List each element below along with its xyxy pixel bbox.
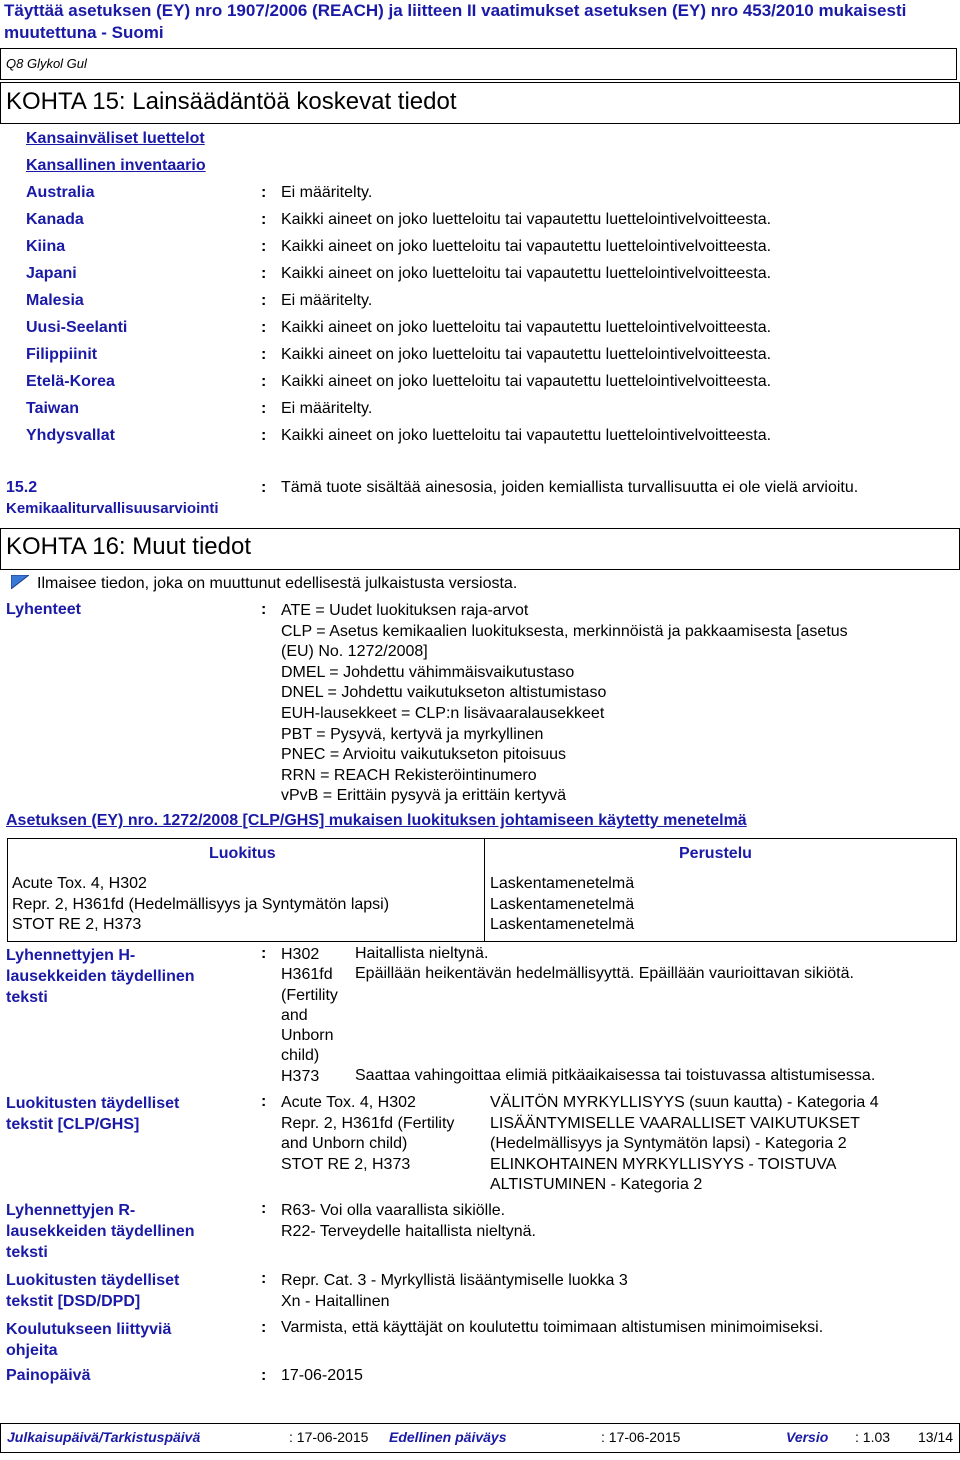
print-date-value: 17-06-2015 (281, 1367, 363, 1384)
h-code: H373 (281, 1067, 320, 1085)
label-line: lausekkeiden täydellinen (6, 968, 195, 985)
training-label (6, 1319, 171, 1361)
h-code: child) (281, 1047, 320, 1065)
clp-line: Repr. 2, H361fd (Fertility (281, 1114, 455, 1132)
dsd-line: Xn - Haitallinen (281, 1293, 390, 1310)
h-code: H302 (281, 946, 320, 963)
label-line: Lyhennettyjen H- (6, 947, 136, 964)
h361-text: Epäillään heikentävän hedelmällisyyttä. Epäillään vaurioittavan sikiötä. (355, 965, 854, 982)
r-phrases-colon: : (261, 1200, 267, 1217)
label-line: ohjeita (6, 1342, 58, 1359)
print-date-colon: : (261, 1367, 267, 1384)
inventory-colon: : (261, 184, 267, 201)
abbrev-line: DNEL = Johdettu vaikutukseton altistumistaso (281, 684, 607, 702)
table-divider (484, 839, 485, 941)
label-line: tekstit [DSD/DPD] (6, 1293, 141, 1310)
change-note: Ilmaisee tiedon, joka on muuttunut edellisestä julkaistusta versiosta. (37, 575, 518, 592)
abbrev-line: PNEC = Arvioitu vaikutukseton pitoisuus (281, 746, 567, 764)
clp-line: ELINKOHTAINEN MYRKYLLISYYS - TOISTUVA (490, 1155, 837, 1173)
dsd-label (6, 1270, 179, 1312)
h-statements-colon: : (261, 945, 267, 962)
label-line: Lyhennettyjen R- (6, 1202, 136, 1219)
abbreviations-list (281, 601, 848, 807)
abbreviations-colon: : (261, 601, 267, 618)
h-code: (Fertility (281, 986, 338, 1004)
inventory-country-label: Taiwan (26, 400, 80, 417)
table-cell: STOT RE 2, H373 (12, 916, 142, 933)
clp-line: Acute Tox. 4, H302 (281, 1094, 416, 1111)
abbrev-line: CLP = Asetus kemikaalien luokituksesta, merkinnöistä ja pakkaamisesta [asetus (281, 622, 848, 640)
clp-line: and Unborn child) (281, 1135, 408, 1152)
inventory-colon: : (261, 319, 267, 336)
clp-line: STOT RE 2, H373 (281, 1155, 411, 1173)
h302-text: Haitallista nieltynä. (355, 945, 489, 962)
inventory-colon: : (261, 238, 267, 255)
footer-version-value: : 1.03 (855, 1429, 891, 1445)
csa-label: Kemikaaliturvallisuusarviointi (6, 500, 219, 517)
product-name: Q8 Glykol Gul (6, 56, 87, 71)
inventory-colon: : (261, 211, 267, 228)
abbrev-line: (EU) No. 1272/2008] (281, 643, 428, 661)
r-phrases-text (281, 1200, 536, 1242)
table-basis-column (490, 874, 634, 936)
change-flag-icon (11, 575, 29, 589)
dsd-text (281, 1270, 628, 1312)
inventory-colon: : (261, 427, 267, 444)
table-classification-column (12, 874, 389, 936)
inventory-status-value: Kaikki aineet on joko luetteloitu tai vapautettu luettelointivelvoitteesta. (281, 346, 772, 363)
table-cell: Laskentamenetelmä (490, 875, 635, 892)
csa-value: Tämä tuote sisältää ainesosia, joiden kemiallista turvallisuutta ei ole vielä arvioitu. (281, 479, 859, 496)
h-code: H361fd (281, 966, 333, 984)
inventory-colon: : (261, 265, 267, 282)
inventory-status-value: Kaikki aineet on joko luetteloitu tai vapautettu luettelointivelvoitteesta. (281, 427, 772, 444)
h-statements-label (6, 945, 195, 1008)
table-cell: Repr. 2, H361fd (Hedelmällisyys ja Syntymätön lapsi) (12, 895, 390, 913)
inventory-status-value: Kaikki aineet on joko luetteloitu tai vapautettu luettelointivelvoitteesta. (281, 211, 772, 228)
clp-classifications (281, 1093, 454, 1175)
clp-descriptions (490, 1093, 879, 1196)
h-codes (281, 945, 338, 1087)
inventory-status-value: Ei määritelty. (281, 184, 373, 201)
classification-method-link[interactable]: Asetuksen (EY) nro. 1272/2008 [CLP/GHS] mukaisen luokituksen johtamiseen käytetty menetelmä (6, 812, 747, 829)
inventory-country-label: Yhdysvallat (26, 427, 115, 444)
clp-texts-label (6, 1093, 179, 1135)
clp-line: VÄLITÖN MYRKYLLISYYS (suun kautta) - Kategoria 4 (490, 1094, 879, 1111)
label-line: Luokitusten täydelliset (6, 1272, 180, 1289)
clp-texts-colon: : (261, 1093, 267, 1110)
inventory-status-value: Ei määritelty. (281, 400, 373, 417)
h-code: and (281, 1006, 308, 1024)
inventory-country-label: Kiina (26, 238, 66, 255)
table-header-basis: Perustelu (679, 845, 752, 862)
footer-page-number: 13/14 (918, 1429, 954, 1445)
label-line: teksti (6, 1244, 48, 1261)
inventory-colon: : (261, 400, 267, 417)
footer-previous-label: Edellinen päiväys (389, 1429, 507, 1445)
dsd-colon: : (261, 1270, 267, 1287)
table-cell: Acute Tox. 4, H302 (12, 875, 147, 892)
abbreviations-label: Lyhenteet (6, 601, 81, 618)
print-date-label: Painopäivä (6, 1367, 91, 1384)
section-15-title: KOHTA 15: Lainsäädäntöä koskevat tiedot (6, 88, 457, 115)
document-title (4, 0, 959, 44)
table-cell: Laskentamenetelmä (490, 916, 635, 933)
inventory-country-label: Kanada (26, 211, 84, 228)
inventory-status-value: Kaikki aineet on joko luetteloitu tai vapautettu luettelointivelvoitteesta. (281, 319, 772, 336)
abbrev-line: RRN = REACH Rekisteröintinumero (281, 766, 537, 784)
footer-issue-value: : 17-06-2015 (289, 1429, 369, 1445)
inventory-status-value: Ei määritelty. (281, 292, 373, 309)
label-line: tekstit [CLP/GHS] (6, 1116, 140, 1133)
classification-table (7, 838, 957, 942)
abbrev-line: vPvB = Erittäin pysyvä ja erittäin kertyvä (281, 787, 566, 805)
inventory-status-value: Kaikki aineet on joko luetteloitu tai vapautettu luettelointivelvoitteesta. (281, 238, 772, 255)
h373-text: Saattaa vahingoittaa elimiä pitkäaikaisessa tai toistuvassa altistumisessa. (355, 1067, 876, 1084)
inventory-colon: : (261, 373, 267, 390)
inventory-colon: : (261, 346, 267, 363)
h-code: Unborn (281, 1027, 334, 1045)
inventory-country-label: Australia (26, 184, 95, 201)
r-phrase: R22- Terveydelle haitallista nieltynä. (281, 1223, 536, 1240)
csa-colon: : (261, 479, 267, 496)
inventory-country-label: Malesia (26, 292, 84, 309)
section-16-title: KOHTA 16: Muut tiedot (6, 533, 252, 560)
table-header-classification: Luokitus (209, 845, 276, 862)
training-colon: : (261, 1319, 267, 1336)
dsd-line: Repr. Cat. 3 - Myrkyllistä lisääntymiselle luokka 3 (281, 1272, 628, 1289)
document-title-line1: Täyttää asetuksen (EY) nro 1907/2006 (REACH) ja liitteen II vaatimukset asetuksen (EY) nro 453/2010 mukaisesti (4, 1, 907, 20)
product-box (0, 48, 957, 80)
inventory-country-label: Uusi-Seelanti (26, 319, 128, 336)
label-line: lausekkeiden täydellinen (6, 1223, 195, 1240)
abbrev-line: ATE = Uudet luokituksen raja-arvot (281, 602, 529, 619)
clp-line: ALTISTUMINEN - Kategoria 2 (490, 1176, 703, 1193)
footer-version-label: Versio (786, 1429, 829, 1445)
abbrev-line: PBT = Pysyvä, kertyvä ja myrkyllinen (281, 725, 544, 743)
footer-previous-value: : 17-06-2015 (601, 1429, 681, 1445)
inventory-country-label: Japani (26, 265, 77, 282)
label-line: Luokitusten täydelliset (6, 1095, 180, 1112)
inventory-country-label: Etelä-Korea (26, 373, 115, 390)
r-phrases-label (6, 1200, 195, 1263)
document-title-line2: muutettuna - Suomi (4, 23, 164, 42)
international-lists-link[interactable]: Kansainväliset luettelot (26, 130, 205, 147)
clp-line: (Hedelmällisyys ja Syntymätön lapsi) - Kategoria 2 (490, 1135, 847, 1152)
table-cell: Laskentamenetelmä (490, 895, 635, 913)
inventory-colon: : (261, 292, 267, 309)
csa-label-number: 15.2 (6, 479, 38, 496)
inventory-status-value: Kaikki aineet on joko luetteloitu tai vapautettu luettelointivelvoitteesta. (281, 373, 772, 390)
training-text: Varmista, että käyttäjät on koulutettu toimimaan altistumisen minimoimiseksi. (281, 1319, 824, 1336)
clp-line: LISÄÄNTYMISELLE VAARALLISET VAIKUTUKSET (490, 1114, 860, 1132)
label-line: Koulutukseen liittyviä (6, 1321, 172, 1338)
r-phrase: R63- Voi olla vaarallista sikiölle. (281, 1202, 506, 1219)
footer-issue-label: Julkaisupäivä/Tarkistuspäivä (7, 1429, 201, 1445)
label-line: teksti (6, 989, 48, 1006)
inventory-country-label: Filippiinit (26, 346, 98, 363)
national-inventory-link[interactable]: Kansallinen inventaario (26, 157, 206, 174)
abbrev-line: DMEL = Johdettu vähimmäisvaikutustaso (281, 663, 575, 681)
abbrev-line: EUH-lausekkeet = CLP:n lisävaaralausekkeet (281, 704, 605, 722)
inventory-status-value: Kaikki aineet on joko luetteloitu tai vapautettu luettelointivelvoitteesta. (281, 265, 772, 282)
